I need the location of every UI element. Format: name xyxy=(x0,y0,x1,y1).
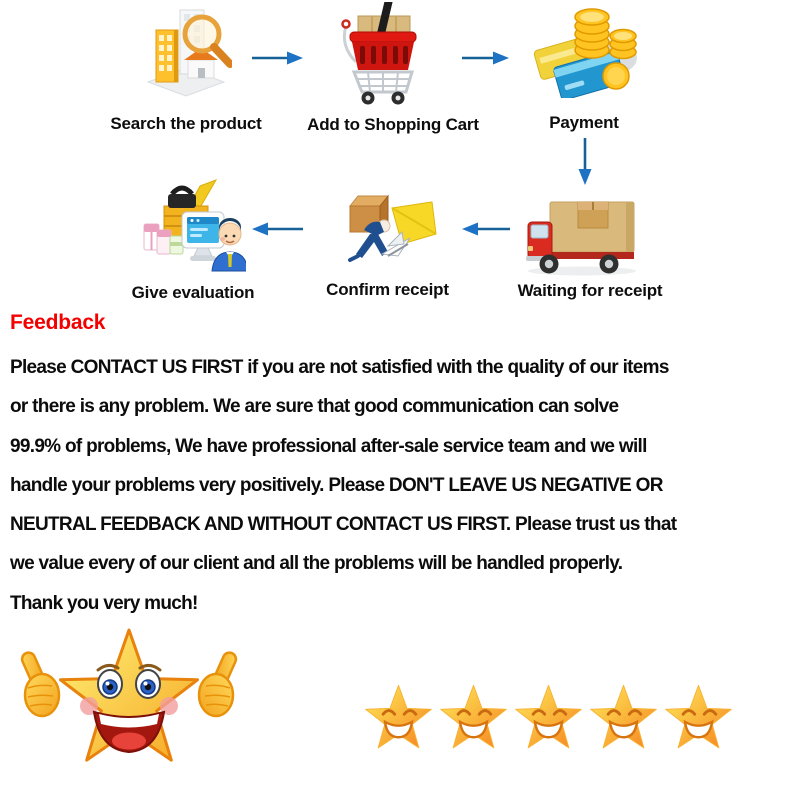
smiley-star-icon xyxy=(362,680,435,758)
feedback-heading: Feedback xyxy=(10,311,106,334)
feedback-line: 99.9% of problems, We have professional after-sale service team and we will xyxy=(10,435,647,457)
feedback-line: handle your problems very positively. Please DON'T LEAVE US NEGATIVE OR xyxy=(10,474,663,496)
five-star-rating xyxy=(362,680,735,758)
big-star-thumbs-up-icon xyxy=(18,618,240,778)
carry-package-icon xyxy=(330,194,440,266)
feedback-paragraph xyxy=(10,348,798,623)
step-label-payment: Payment xyxy=(549,113,619,132)
arrow-left-icon xyxy=(250,221,305,237)
arrow-left-icon xyxy=(460,221,512,237)
step-label-add-to-cart: Add to Shopping Cart xyxy=(307,115,479,134)
arrow-right-icon xyxy=(250,50,304,66)
arrow-right-icon xyxy=(460,50,510,66)
search-product-icon xyxy=(140,4,232,104)
delivery-truck-icon xyxy=(522,196,640,276)
arrow-down-icon xyxy=(577,136,593,186)
computer-review-icon xyxy=(142,178,246,272)
step-label-search: Search the product xyxy=(110,114,262,133)
feedback-line: Thank you very much! xyxy=(10,592,198,614)
feedback-line: NEUTRAL FEEDBACK AND WITHOUT CONTACT US FIRST. Please trust us that xyxy=(10,514,677,536)
smiley-star-icon xyxy=(587,680,660,758)
step-label-give-evaluation: Give evaluation xyxy=(131,283,255,302)
feedback-line: Please CONTACT US FIRST if you are not satisfied with the quality of our items xyxy=(10,357,669,378)
feedback-line: or there is any problem. We are sure that good communication can solve xyxy=(10,396,619,418)
coins-and-cards-icon xyxy=(530,2,642,98)
smiley-star-icon xyxy=(662,680,735,758)
feedback-line: we value every of our client and all the problems will be handled properly. xyxy=(10,553,623,575)
step-label-confirm-receipt: Confirm receipt xyxy=(326,280,449,299)
smiley-star-icon xyxy=(437,680,510,758)
step-label-waiting-receipt: Waiting for receipt xyxy=(517,281,663,300)
shopping-cart-icon xyxy=(338,2,426,106)
smiley-star-icon xyxy=(512,680,585,758)
